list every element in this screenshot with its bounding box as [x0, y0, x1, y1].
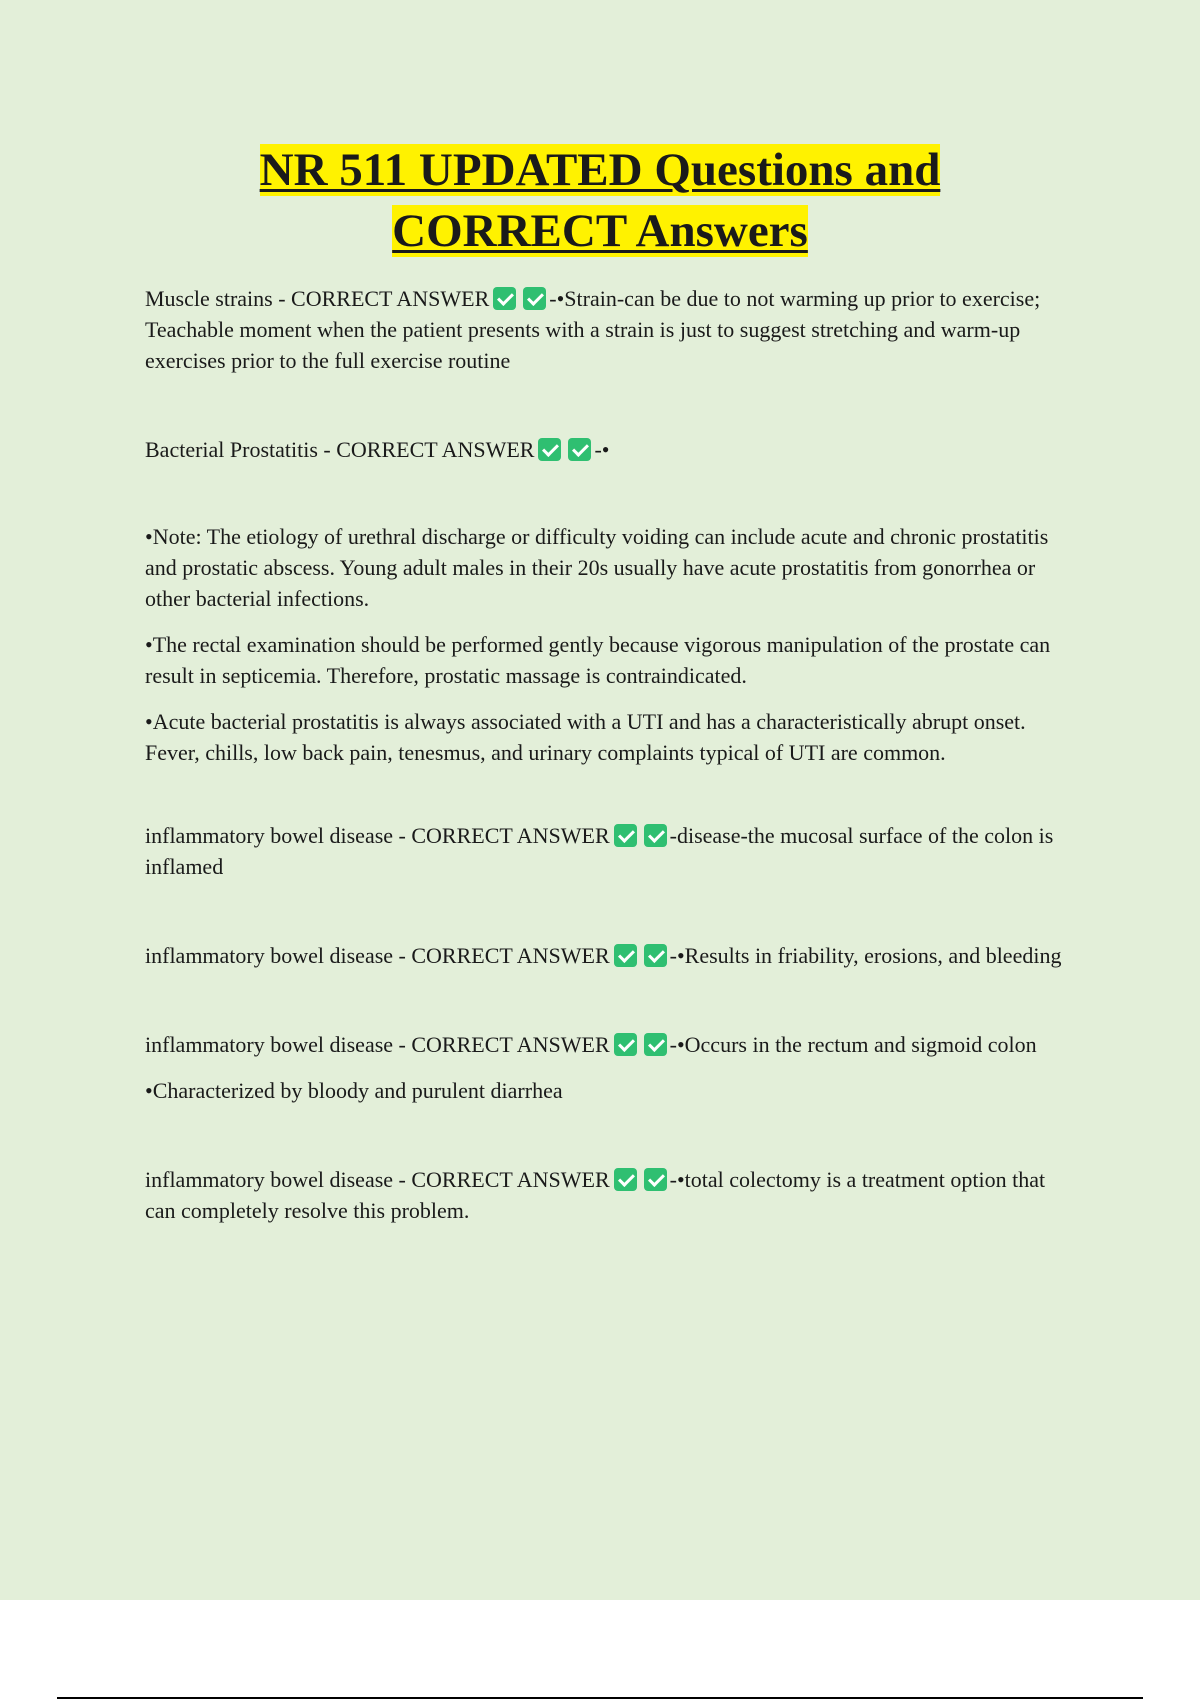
qa-term: inflammatory bowel disease [145, 823, 394, 848]
check-box-icon [614, 1168, 637, 1191]
qa-answer: -•total colectomy is a treatment option that can completely resolve this problem. [145, 1167, 1046, 1223]
check-box-icon [644, 824, 667, 847]
title-line-2: CORRECT Answers [392, 205, 808, 257]
qa-answer: -•Results in friability, erosions, and bleeding [669, 943, 1062, 968]
qa-term: Muscle strains [145, 286, 273, 311]
check-box-icon [493, 287, 516, 310]
check-box-icon [644, 1033, 667, 1056]
prostatitis-note: •Note: The etiology of urethral discharge or difficulty voiding can include acute and chronic prostatitis and prostatic abscess. Young adult males in their 20s usually have acute prostatitis from gonorrhea or other bacterial infections. [145, 524, 1049, 611]
prostatitis-note: •The rectal examination should be performed gently because vigorous manipulation of the prostate can result in septicemia. Therefore, prostatic massage is contraindicated. [145, 632, 1051, 688]
check-box-icon [538, 438, 561, 461]
qa-label: CORRECT ANSWER [291, 286, 490, 311]
prostatitis-note: •Acute bacterial prostatitis is always associated with a UTI and has a characteristically abrupt onset. Fever, chills, low back pain, tenesmus, and urinary complaints typical of UTI are common. [145, 709, 1026, 765]
qa-term: inflammatory bowel disease [145, 943, 394, 968]
qa-label: CORRECT ANSWER [411, 943, 610, 968]
qa-label: CORRECT ANSWER [336, 437, 535, 462]
qa-answer: -•Strain-can be due to not warming up prior to exercise; Teachable moment when the patient presents with a strain is just to suggest stretching and warm-up exercises prior to the full exercise routine [145, 286, 1041, 373]
qa-content [145, 283, 1075, 1284]
qa-term: inflammatory bowel disease [145, 1167, 394, 1192]
check-box-icon [523, 287, 546, 310]
qa-entry: inflammatory bowel disease - CORRECT ANSWER -•total colectomy is a treatment option that can completely resolve this problem. [145, 1167, 1046, 1223]
check-box-icon [644, 944, 667, 967]
qa-entry: Muscle strains - CORRECT ANSWER -•Strain-can be due to not warming up prior to exercise; Teachable moment when the patient presents with a strain is just to suggest stretching and warm-up exercises prior to the full exercise routine [145, 286, 1041, 373]
qa-answer: -• [594, 437, 610, 462]
qa-term: inflammatory bowel disease [145, 1032, 394, 1057]
check-box-icon [614, 824, 637, 847]
check-box-icon [644, 1168, 667, 1191]
check-box-icon [614, 944, 637, 967]
qa-label: CORRECT ANSWER [411, 1032, 610, 1057]
qa-entry: Bacterial Prostatitis - CORRECT ANSWER -• [145, 437, 610, 462]
qa-entry: inflammatory bowel disease - CORRECT ANSWER -•Occurs in the rectum and sigmoid colon •Characterized by bloody and purulent diarrhea [145, 1029, 1075, 1106]
qa-answer: -disease-the mucosal surface of the colon is inflamed [145, 823, 1054, 879]
title-line-1: NR 511 UPDATED Questions and [259, 144, 941, 196]
qa-label: CORRECT ANSWER [411, 823, 610, 848]
qa-term: Bacterial Prostatitis [145, 437, 318, 462]
qa-answer: -•Occurs in the rectum and sigmoid colon [669, 1032, 1037, 1057]
qa-entry: inflammatory bowel disease - CORRECT ANSWER -disease-the mucosal surface of the colon is inflamed [145, 823, 1054, 879]
footer-divider [57, 1697, 1143, 1699]
qa-answer-extra: •Characterized by bloody and purulent diarrhea [145, 1078, 563, 1103]
check-box-icon [614, 1033, 637, 1056]
qa-entry: inflammatory bowel disease - CORRECT ANSWER -•Results in friability, erosions, and bleeding [145, 943, 1062, 968]
qa-label: CORRECT ANSWER [411, 1167, 610, 1192]
check-box-icon [568, 438, 591, 461]
document-title [0, 140, 1200, 262]
